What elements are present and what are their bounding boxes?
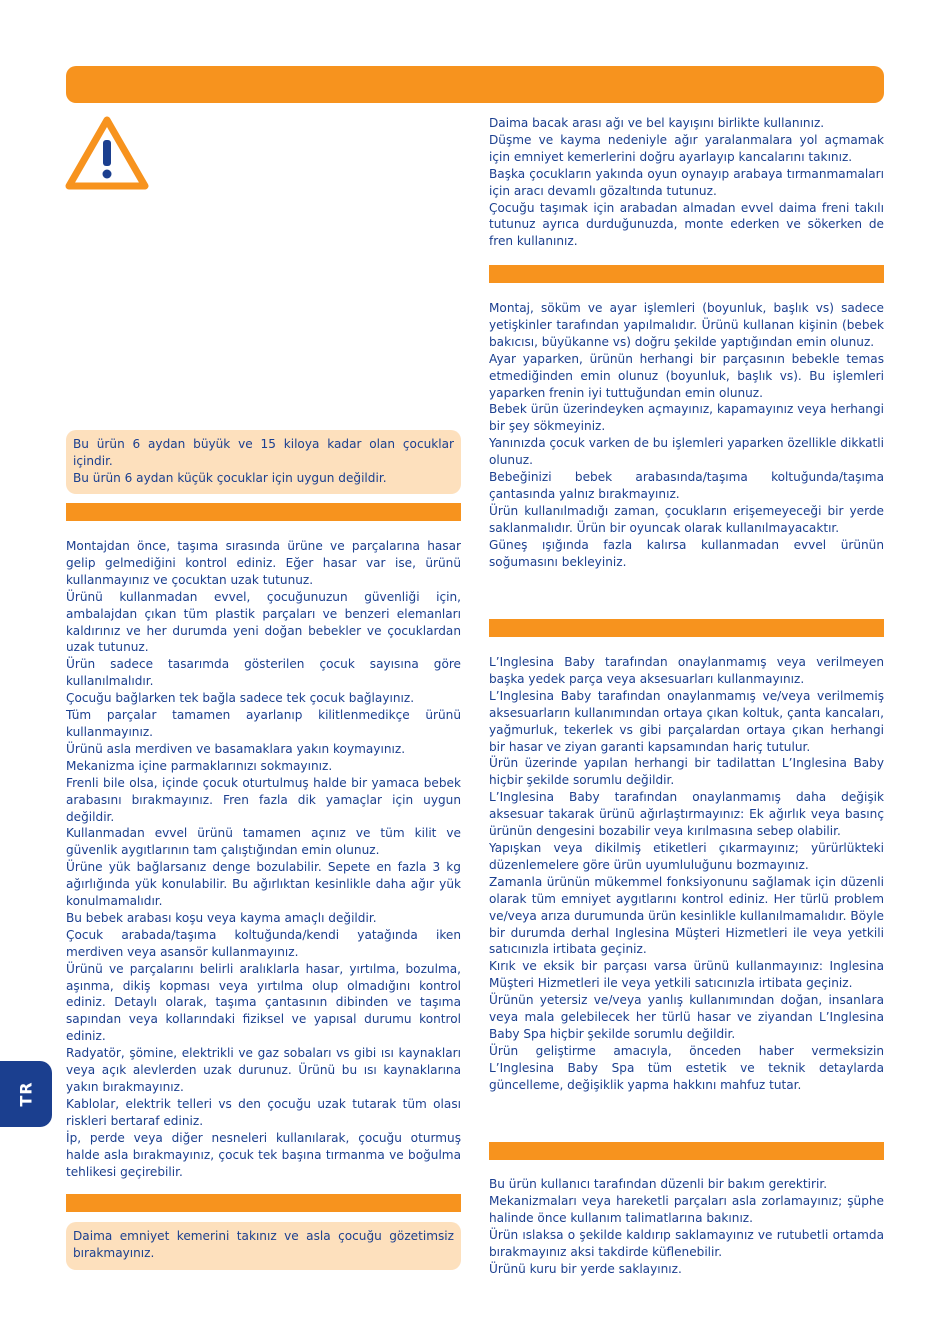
- paragraph: Kırık ve eksik bir parçası varsa ürünü kullanmayınız: Inglesina Müşteri Hizmetleri ile veya yetkili satıcınızla irtibata geçiniz.: [489, 959, 884, 991]
- paragraph: Başka çocukların yakında oyun oynayıp arabaya tırmanmamaları için aracı devamlı gözaltında tutunuz.: [489, 166, 884, 198]
- paragraph: İp, perde veya diğer nesneleri kullanılarak, çocuğu oturmuş halde asla bırakmayınız, çocuk tek başına tırmanma ve boğulma tehlikesi geçirebilir.: [66, 1130, 461, 1179]
- paragraph: Kablolar, elektrik telleri vs den çocuğu uzak tutarak tüm olası riskleri bertaraf ediniz.: [66, 1096, 461, 1128]
- paragraph: Radyatör, şömine, elektrikli ve gaz sobaları vs gibi ısı kaynakları veya açık alevlerden uzak durunuz. Ürünü bu ısı kaynaklarına yakın bırakmayınız.: [66, 1046, 461, 1094]
- paragraph: L’Inglesina Baby tarafından onaylanmamış ve/veya verilmemiş aksesuarların kullanımından ortaya çıkan koltuk, çanta kancaları, yağmurluk, tekerlek vs gibi parçalardan ortaya çıkan herhangi bir hasar ve ziyan garanti kapsamından hariç tutulur.: [489, 688, 884, 754]
- paragraph: L’Inglesina Baby tarafından onaylanmamış veya verilmeyen başka yedek parça veya aksesuarları kullanmayınız.: [489, 655, 884, 686]
- paragraph: Çocuk arabada/taşıma koltuğunda/kendi yatağında iken merdiven veya asansör kullanmayınız.: [66, 927, 461, 959]
- paragraph: Ürünü ve parçalarını belirli aralıklarla hasar, yırtılma, bozulma, aşınma, dikiş kopması veya yırtılma olup olmadığını kontrol ediniz. Detaylı olarak, taşıma çantasının dibinden ve taşıma sapından veya kollarındaki fiziksel ve yapısal durumu kontrol ediniz.: [66, 961, 461, 1044]
- paragraph: Ürün sadece tasarımda gösterilen çocuk sayısına göre kullanılmalıdır.: [66, 657, 461, 689]
- section-strip-maintenance: [489, 1142, 884, 1160]
- section-strip-assembly: [489, 265, 884, 283]
- paragraph: Düşme ve kayma nedeniyle ağır yaralanmalara yol açmamak için emniyet kemerlerini doğru ayarlayıp kancalarını takınız.: [489, 132, 884, 164]
- paragraph: Ürün geliştirme amacıyla, önceden haber vermeksizin L’Inglesina Baby Spa tüm estetik ve teknik detaylarda güncelleme, değişiklik yapma hakkını mahfuz tutar.: [489, 1043, 884, 1092]
- section-strip-warnings: [66, 503, 461, 521]
- paragraph: Yanınızda çocuk varken de bu işlemleri yaparken özellikle dikkatli olunuz.: [489, 436, 884, 468]
- language-tab: [0, 1061, 52, 1127]
- paragraph: Ürün üzerinde yapılan herhangi bir tadilattan L’Inglesina Baby hiçbir şekilde sorumlu değildir.: [489, 756, 884, 788]
- warning-triangle-icon: [64, 114, 150, 192]
- paragraph: Daima bacak arası ağı ve bel kayışını birlikte kullanınız.: [489, 116, 825, 130]
- usage-text: [489, 115, 884, 250]
- paragraph: Bebek ürün üzerindeyken açmayınız, kapamayınız veya herhangi bir şey sökmeyiniz.: [489, 402, 884, 434]
- seatbelt-note-text: Daima emniyet kemerini takınız ve asla çocuğu gözetimsiz bırakmayınız.: [73, 1229, 454, 1260]
- assembly-text: [489, 300, 884, 571]
- language-tab-label: TR: [16, 1081, 36, 1107]
- section-strip-seatbelt: [66, 1194, 461, 1212]
- paragraph: Çocuğu taşımak için arabadan almadan evvel daima freni takılı tutunuz ayrıca durduğunuzda, monte ederken ve sökerken de fren kullanınız.: [489, 200, 884, 249]
- paragraph: Ürünün yetersiz ve/veya yanlış kullanımından doğan, insanlara veya mala gelebilecek her türlü hasar ve ziyandan L’Inglesina Baby Spa hiçbir şekilde sorumlu değildir.: [489, 993, 884, 1041]
- paragraph: L’Inglesina Baby tarafından onaylanmamış daha değişik aksesuar takarak ürünü ağırlaştırmayınız: Ek ağırlık veya basınç ürünün dengesini bozabilir veya kırılmasına sebep olabilir.: [489, 790, 884, 839]
- paragraph: Bebeğinizi bebek arabasında/taşıma koltuğunda/taşıma çantasında yalnız bırakmayınız.: [489, 470, 884, 501]
- seatbelt-note-box: [66, 1222, 461, 1270]
- paragraph: Ürünü kuru bir yerde saklayınız.: [489, 1261, 682, 1276]
- paragraph: Frenli bile olsa, içinde çocuk oturtulmuş halde bir yamaca bebek arabasını bırakmayınız. Fren fazla dik yamaçlar için uygun değildir.: [66, 775, 461, 824]
- age-note-box: [66, 430, 461, 494]
- paragraph: Montaj, söküm ve ayar işlemleri (boyunluk, başlık vs) sadece yetişkinler tarafından yapılmalıdır. Ürünü kullanan kişinin (bebek bakıcısı, büyükanne vs) doğru şekilde yaptığından emin olunuz.: [489, 301, 884, 349]
- paragraph: Bu bebek arabası koşu veya kayma amaçlı değildir.: [66, 910, 377, 925]
- paragraph: Güneş ışığında fazla kalırsa kullanmadan evvel ürünün soğumasını bekleyiniz.: [489, 537, 884, 569]
- paragraph: Ürüne yük bağlarsanız denge bozulabilir. Sepete en fazla 3 kg ağırlığında yük konulabilir. Bu ağırlıktan kesinlikle daha ağır yük konulmamalıdır.: [66, 860, 461, 909]
- paragraph: Ayar yaparken, ürünün herhangi bir parçasının bebekle temas etmediğinden emin olunuz (boyunluk, başlık vs). Bu işlemleri yaparken frenin iyi tuttuğundan emin olunuz.: [489, 351, 884, 400]
- paragraph: Ürünü asla merdiven ve basamaklara yakın koymayınız.: [66, 741, 406, 756]
- paragraph: Yapışkan veya dikilmiş etiketleri çıkarmayınız; yürürlükteki düzenlemelere göre ürün uyumluluğunu bozmayınız.: [489, 840, 884, 872]
- warranty-text: [489, 654, 884, 1094]
- paragraph: Mekanizma içine parmaklarınızı sokmayınız.: [66, 758, 333, 773]
- paragraph: Bu ürün kullanıcı tarafından düzenli bir bakım gerektirir.: [489, 1177, 828, 1191]
- paragraph: Kullanmadan evvel ürünü tamamen açınız ve tüm kilit ve güvenlik aygıtlarının tam çalıştığından emin olunuz.: [66, 826, 461, 858]
- age-note-text: Bu ürün 6 aydan büyük ve 15 kiloya kadar olan çocuklar içindir. Bu ürün 6 aydan küçük çocuklar için uygun değildir.: [73, 437, 454, 485]
- paragraph: Montajdan önce, taşıma sırasında ürüne ve parçalarına hasar gelip gelmediğini kontrol ediniz. Eğer hasar var ise, ürünü kullanmayınız ve çocuktan uzak tutunuz.: [66, 539, 461, 587]
- paragraph: Tüm parçalar tamamen ayarlanıp kilitlenmedikçe ürünü kullanmayınız.: [66, 708, 461, 739]
- warnings-text: [66, 538, 461, 1180]
- paragraph: Ürünü kullanmadan evvel, çocuğunuzun güvenliği için, ambalajdan çıkan tüm plastik parçaları ve benzeri elemanları kaldırınız ve her durumda yeni doğan bebekler ve çocuklardan uzak tutunuz.: [66, 589, 461, 655]
- paragraph: Mekanizmaları veya hareketli parçaları asla zorlamayınız; şüphe halinde önce kullanım talimatlarına bakınız.: [489, 1193, 884, 1225]
- paragraph: Zamanla ürünün mükemmel fonksiyonunu sağlamak için düzenli olarak tüm emniyet aygıtlarını kontrol ediniz. Her türlü problem ve/veya arıza durumunda ürün kesinlikle kullanılmamalıdır. Böyle bir durumda derhal Inglesina Müşteri Hizmetleri ile veya yetkili satıcınızla irtibata geçiniz.: [489, 874, 884, 957]
- section-strip-warranty: [489, 619, 884, 637]
- paragraph: Çocuğu bağlarken tek bağla sadece tek çocuk bağlayınız.: [66, 691, 415, 706]
- top-header-bar: [66, 66, 884, 103]
- maintenance-text: [489, 1176, 884, 1277]
- paragraph: Ürün kullanılmadığı zaman, çocukların erişemeyeceği bir yerde saklanmalıdır. Ürün bir oyuncak olarak kullanılmayacaktır.: [489, 503, 884, 535]
- paragraph: Ürün ıslaksa o şekilde kaldırıp saklamayınız ve rutubetli ortamda bırakmayınız aksi takdirde küflenebilir.: [489, 1227, 884, 1259]
